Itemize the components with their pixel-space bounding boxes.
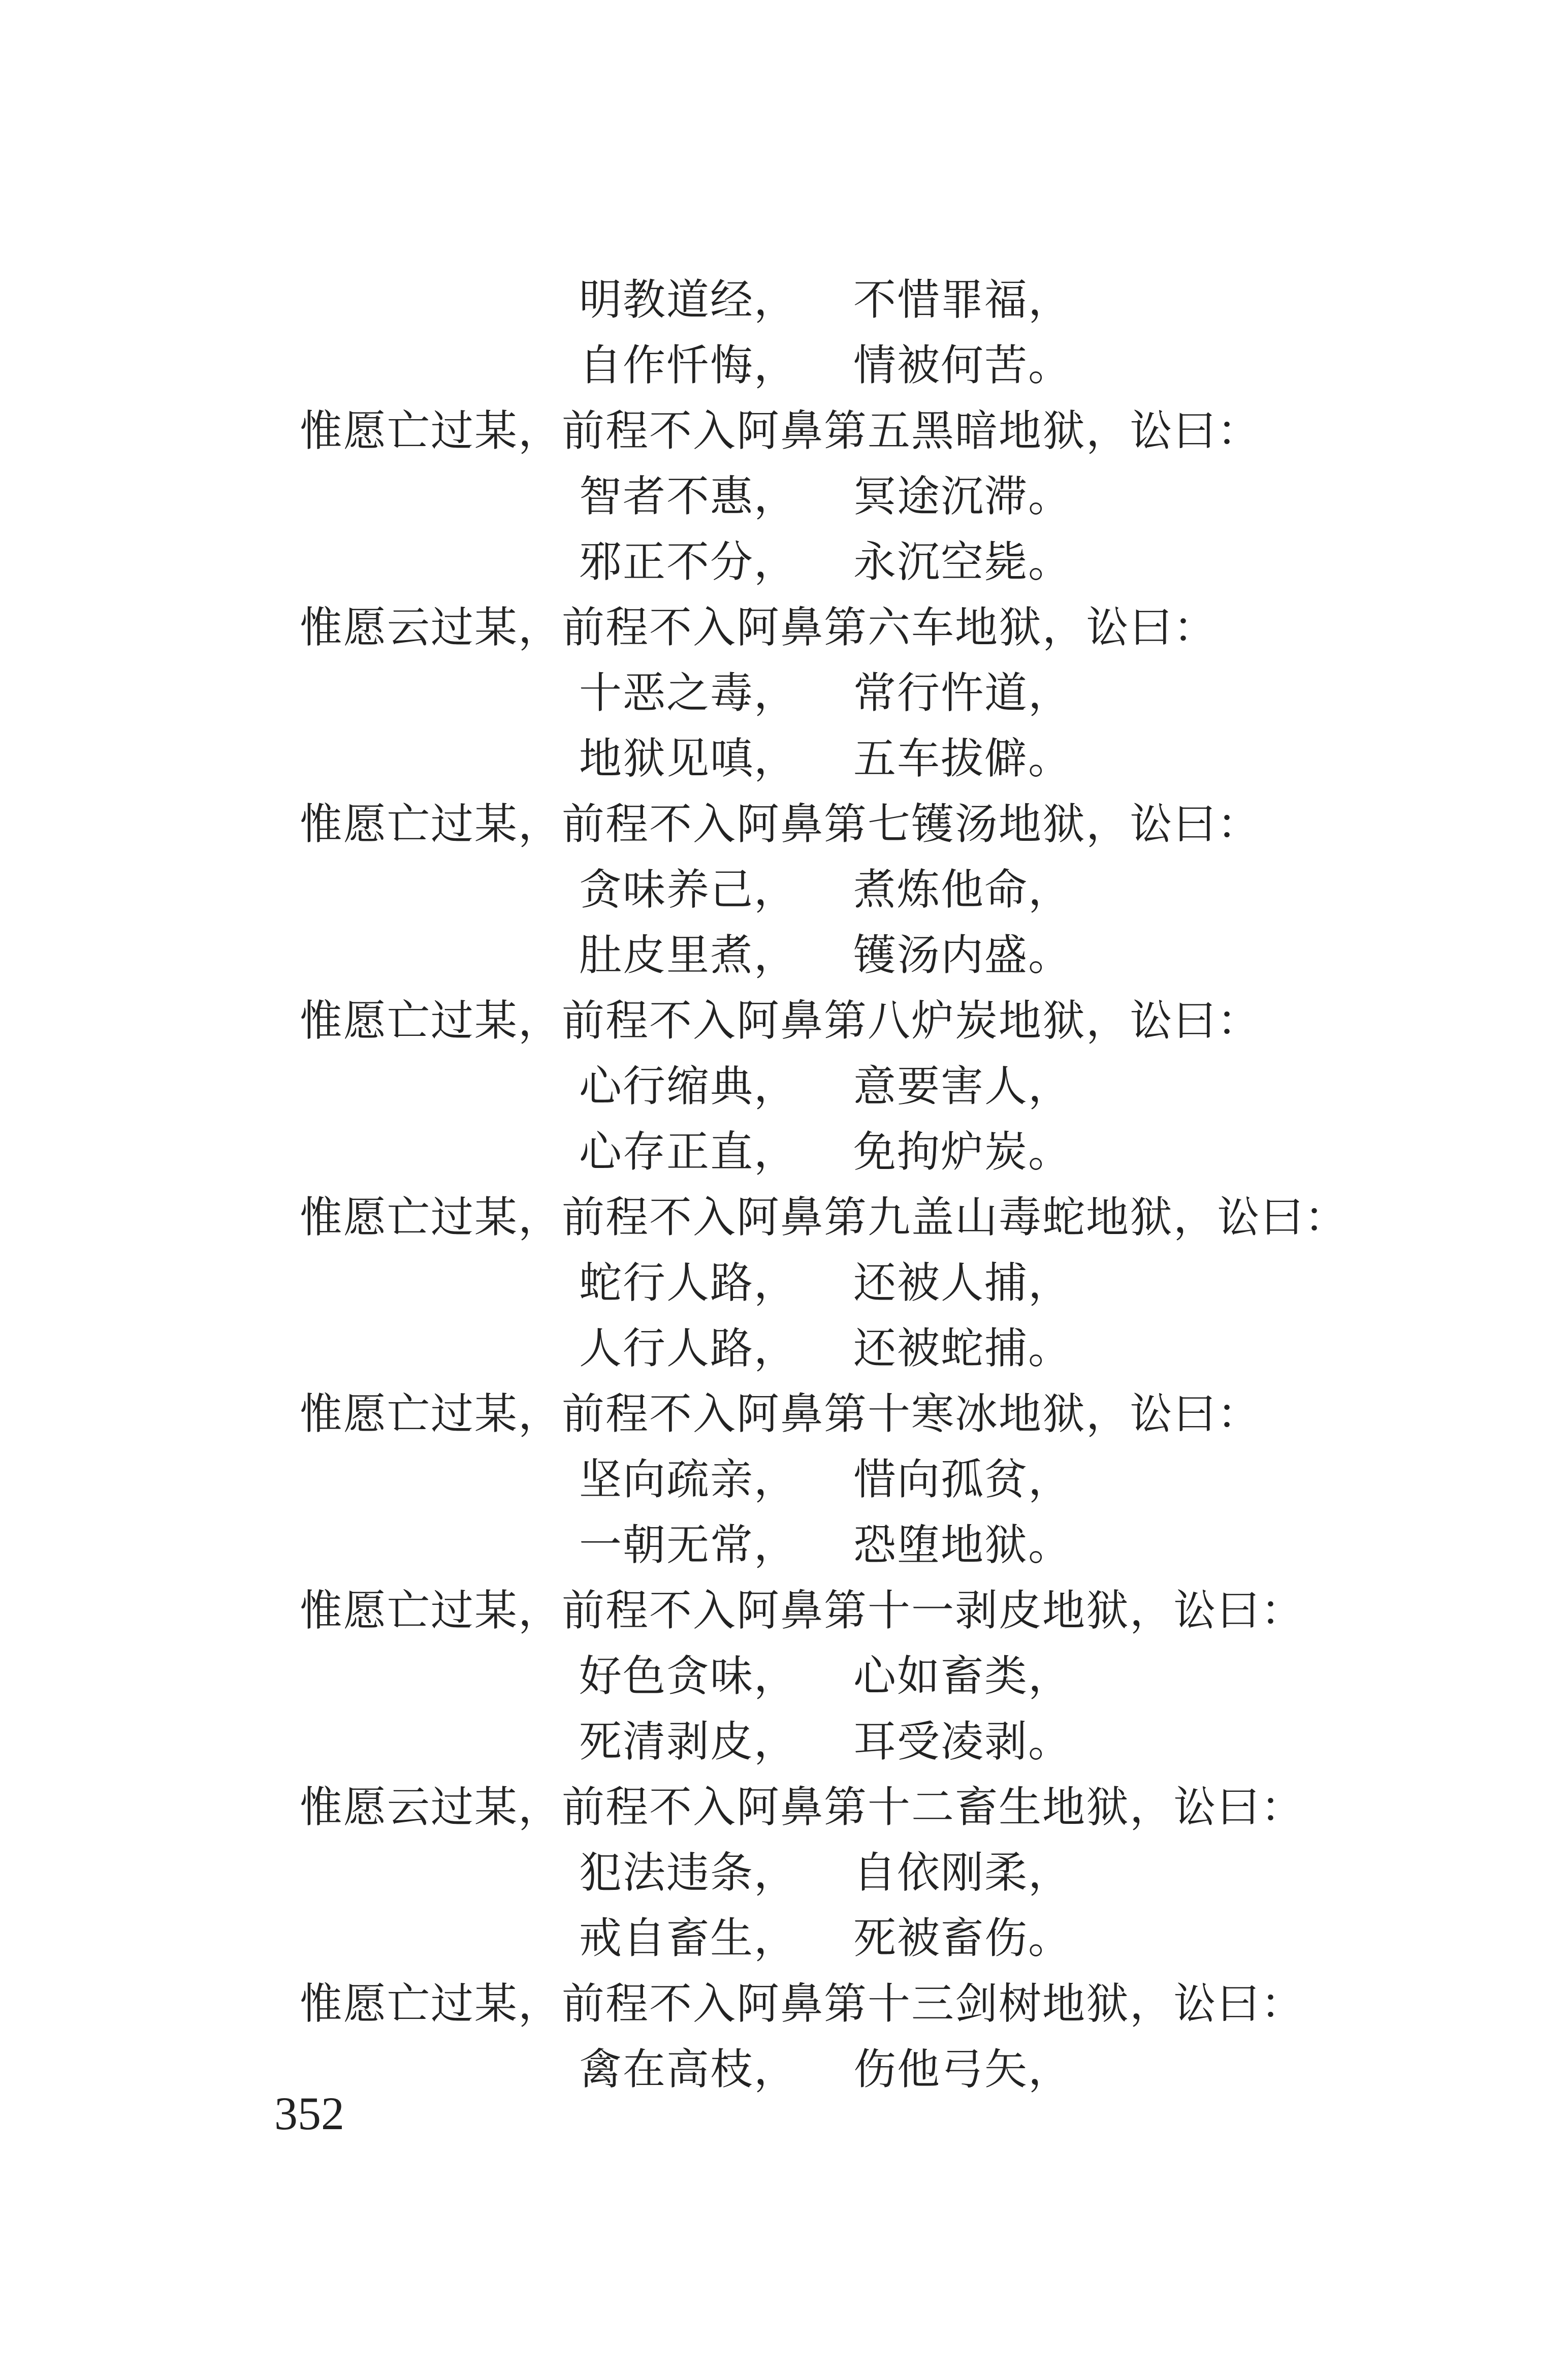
verse-second-half: 还被蛇捕。 <box>853 1323 1072 1373</box>
verse-second-half: 情被何苦。 <box>853 340 1072 390</box>
verse-second-half: 不惜罪福， <box>853 275 1072 325</box>
hell-heading-line: 惟愿亡过某，前程不入阿鼻第九盖山毒蛇地狱，讼曰： <box>300 1192 1349 1242</box>
verse-first-half: 肚皮里煮， <box>579 930 798 980</box>
hell-heading-line: 惟愿亡过某，前程不入阿鼻第七镬汤地狱，讼曰： <box>300 799 1261 849</box>
verse-first-half: 邪正不分， <box>579 537 798 587</box>
verse-first-half: 死清剥皮， <box>579 1717 798 1766</box>
verse-first-half: 地狱见嗔， <box>579 734 798 783</box>
verse-second-half: 煮炼他命， <box>853 865 1072 914</box>
hell-heading-line: 惟愿亡过某，前程不入阿鼻第八炉炭地狱，讼曰： <box>300 996 1261 1046</box>
verse-second-half: 惜向孤贫， <box>853 1454 1072 1504</box>
verse-first-half: 智者不惠， <box>579 471 798 521</box>
verse-first-half: 禽在高枝， <box>579 2044 798 2094</box>
hell-heading-line: 惟愿亡过某，前程不入阿鼻第十一剥皮地狱，讼曰： <box>300 1586 1305 1635</box>
verse-first-half: 自作忏悔， <box>579 340 798 390</box>
verse-second-half: 伤他弓矢， <box>853 2044 1072 2094</box>
verse-second-half: 镬汤内盛。 <box>853 930 1072 980</box>
page-number: 352 <box>274 2088 344 2139</box>
verse-second-half: 五车拔僻。 <box>853 734 1072 783</box>
hell-heading-line: 惟愿亡过某，前程不入阿鼻第十三剑树地狱，讼曰： <box>300 1979 1305 2029</box>
verse-first-half: 心存正直， <box>579 1127 798 1177</box>
verse-first-half: 一朝无常， <box>579 1520 798 1570</box>
hell-heading-line: 惟愿云过某，前程不入阿鼻第十二畜生地狱，讼曰： <box>300 1782 1305 1832</box>
hell-heading-line: 惟愿云过某，前程不入阿鼻第六车地狱，讼曰： <box>300 603 1218 652</box>
verse-second-half: 死被畜伤。 <box>853 1913 1072 1963</box>
verse-first-half: 犯法违条， <box>579 1848 798 1897</box>
verse-second-half: 心如畜类， <box>853 1651 1072 1701</box>
verse-second-half: 冥途沉滞。 <box>853 471 1072 521</box>
verse-first-half: 贪味养己， <box>579 865 798 914</box>
verse-second-half: 免拘炉炭。 <box>853 1127 1072 1177</box>
verse-first-half: 好色贪味， <box>579 1651 798 1701</box>
verse-second-half: 还被人捕， <box>853 1258 1072 1308</box>
verse-second-half: 恐堕地狱。 <box>853 1520 1072 1570</box>
verse-second-half: 自依刚柔， <box>853 1848 1072 1897</box>
verse-second-half: 永沉空毙。 <box>853 537 1072 587</box>
hell-heading-line: 惟愿亡过某，前程不入阿鼻第十寒冰地狱，讼曰： <box>300 1389 1261 1439</box>
verse-first-half: 蛇行人路， <box>579 1258 798 1308</box>
verse-second-half: 常行忤道， <box>853 668 1072 718</box>
verse-second-half: 意要害人， <box>853 1061 1072 1111</box>
verse-first-half: 戒自畜生， <box>579 1913 798 1963</box>
verse-first-half: 十恶之毒， <box>579 668 798 718</box>
verse-first-half: 坚向疏亲， <box>579 1454 798 1504</box>
hell-heading-line: 惟愿亡过某，前程不入阿鼻第五黑暗地狱，讼曰： <box>300 406 1261 456</box>
verse-first-half: 心行缩典， <box>579 1061 798 1111</box>
verse-first-half: 人行人路， <box>579 1323 798 1373</box>
verse-first-half: 明教道经， <box>579 275 798 325</box>
verse-second-half: 耳受凌剥。 <box>853 1717 1072 1766</box>
